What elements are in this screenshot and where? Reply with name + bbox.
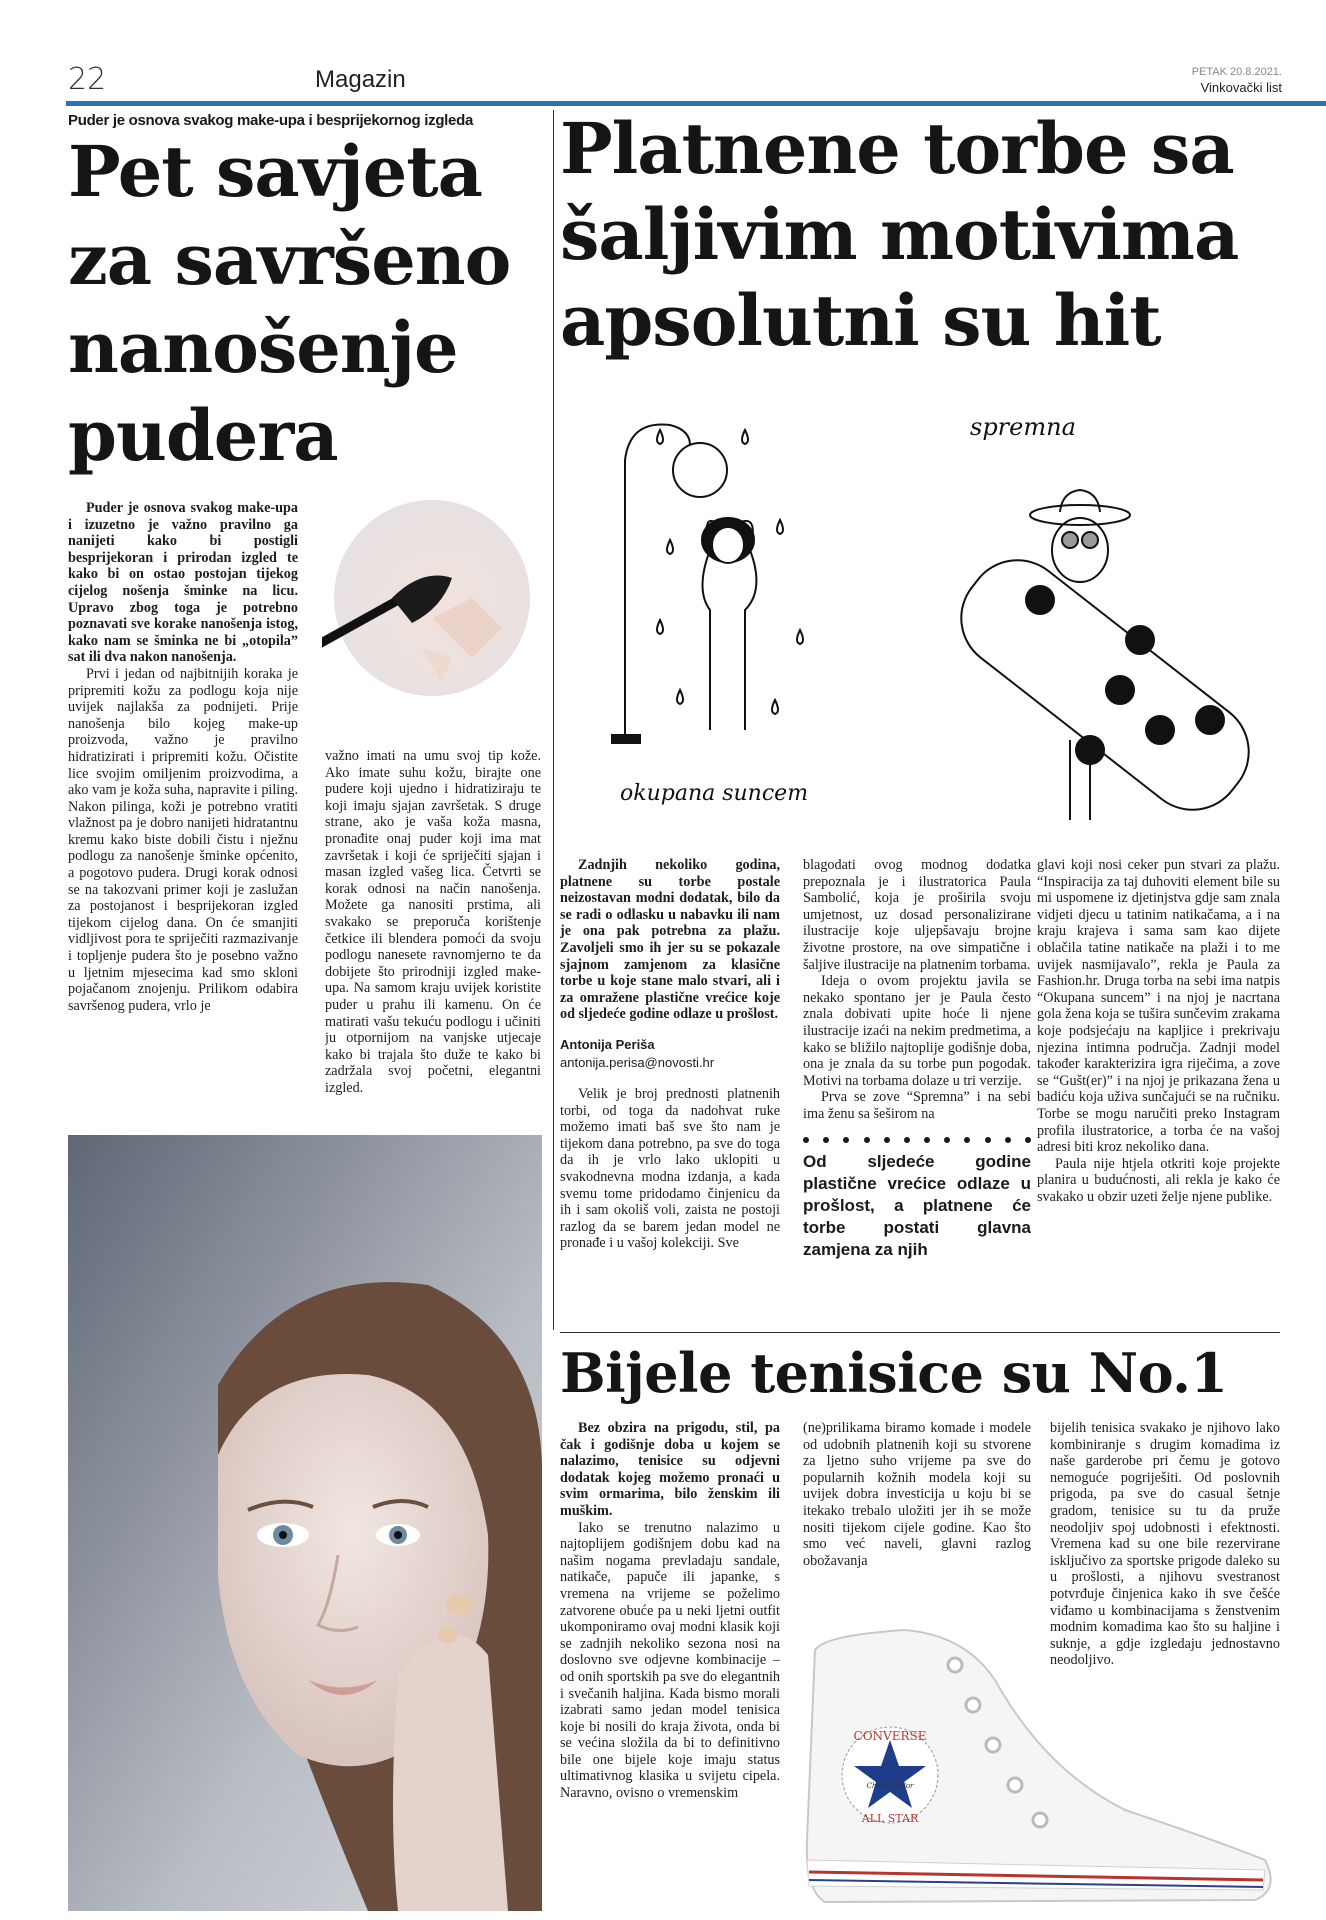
powder-brush-image <box>322 498 540 698</box>
author-email[interactable]: antonija.perisa@novosti.hr <box>560 1054 715 1070</box>
article1-paragraph: Prvi i jedan od najbitnijih koraka je pripremiti kožu za podlogu koja nije uvijek najlakša za podnijeti. Prije nanošenja bilo kojeg make-up proizvoda, važno je pravilno hidratizirati i pripremiti kožu. Očistite lice svojim omiljenim proizvodima, a ako vam je koža suha, napravite i piling. Nakon pilinga, koži je potrebno vratiti vlažnost pa je dobro nanijeti hidratantnu kremu kako biste dobili čistu i nježnu podlogu za nanošenje šminke općenito, a pogotovo pudera. Drugi korak odnosi se na takozvani primer koji je zaslužan za postojanost i besprijekoran izgled tijekom cijelog dana. On će smanjiti vidljivost pora te spriječiti razmazivanje i topljenje pudera što je posebno važno u ljetnim mjesecima kad smo skloni pojačanom znojenju. Prilikom odabira savršenog pudera, vrlo je <box>68 665 298 1014</box>
article1-column-1 <box>68 500 298 1122</box>
page-number: 22 <box>68 62 107 97</box>
article2-paragraph: glavi koji nosi ceker pun stvari za plažu. “Inspiracija za taj duhoviti element bile su mi uspomene iz djetinjstva gdje sam znala vidjeti djecu u tatinim natikačama, a i na kraju krajeva i sama sam kao dijete oblačila tatine natikače na plaži i to me uvijek nasmijavalo”, rekla je Paula za Fashion.hr. Druga torba na sebi ima natpis “Okupana suncem” i na njoj je nacrtana gola žena koja se tušira sunčevim zrakama koje podsjećaju na kapljice i prekrivaju njezina intimna područja. Zadnji model također karakterizira igra riječima, a zove se “Gušt(er)” i na njoj je prikazana žena u badiću koja uživa sunčajući se na ručniku. Torbe se mogu naručiti preko Instagram profila ilustratorice, a torba će na vašoj adresi biti kroz nekoliko dana. <box>1037 857 1280 1156</box>
article3-column-1 <box>560 1420 780 1910</box>
issue-date: PETAK 20.8.2021. <box>1191 66 1282 78</box>
section-name: Magazin <box>315 66 406 93</box>
okupana-suncem-illustration <box>612 424 808 806</box>
svg-text:CONVERSE: CONVERSE <box>853 1729 927 1743</box>
pull-quote-dots <box>803 1137 1031 1143</box>
article1-kicker: Puder je osnova svakog make-upa i besprijekornog izgleda <box>68 112 473 129</box>
article2-column-1 <box>560 857 780 1319</box>
title-line: apsolutni su hit <box>560 279 1161 362</box>
pull-quote: Od sljedeće godine plastične vrećice odlaze u prošlost, a platnene će torbe postati glavna zamjena za njih <box>803 1151 1031 1259</box>
article3-paragraph: bijelih tenisica svakako je njihovo lako kombiniranje s drugim komadima iz naše garderobe pri čemu je gotovo nemoguće pogriješiti. Od poslovnih prigoda, pa sve do casual šetnje gradom, tenisice su tu da pruže neodoljiv spoj udobnosti i efektnosti. Vremena kad su one bile rezervirane isključivo za sportske prigode daleko su u prošlosti, a njihovu svestranost potvrđuje činjenica kako ih sve češće viđamo u kombinacijama s ženstvenim modnim komadima kao što su haljine i suknje, a gdje izgledaju jednostavno neodoljivo. <box>1050 1420 1280 1669</box>
white-sneaker-image <box>795 1590 1285 1915</box>
title-line: za savršeno <box>68 218 511 301</box>
article2-paragraph: blagodati ovog modnog dodatka prepoznala je i ilustratorica Paula Sambolić, koja je proširila svoju umjetnost, uz dosad personalizirane ilustracije koje uljepšavaju brojne životne prostore, na ove simpatične i šaljive ilustracije na platnenim torbama. <box>803 857 1031 973</box>
svg-text:spremna: spremna <box>970 413 1076 441</box>
article2-paragraph: Paula nije htjela otkriti koje projekte planira u budućnosti, ali rekla je kako će svakako u obzir uzeti želje njene publike. <box>1037 1155 1280 1205</box>
title-line: šaljivim motivima <box>560 193 1239 276</box>
article1-paragraph: važno imati na umu svoj tip kože. Ako imate suhu kožu, birajte one pudere koji ujedno i hidratiziraju te koji imaju sjajan završetak. S druge strane, ako je vaša koža masna, pronađite onaj puder koji ima mat završetak i koji će spriječiti sjajan i masan izgled vašeg lica. Četvrti se korak odnosi na način nanošenja. Možete ga nanositi prstima, ali svakako se preporuča korištenje četkice ili blendera pomoći da svoju podlogu nanesete ravnomjerno te da dobijete što prirodniji izgled make-upa. Na samom kraju uvijek koristite puder u prahu ili kamenu. On će matirati vašu tekuću podlogu i učiniti ju otpornijom na vanjske utjecaje kako bi trajala što duže te kako bi zadržala svoj početni, elegantni izgled. <box>325 748 541 1096</box>
article1-lead: Puder je osnova svakog make-upa i izuzetno je važno pravilno ga nanijeti kako bi postigli besprijekoran i prirodan izgled te kako bi on ostao postojan tijekog cijelog nošenja šminke na licu. Upravo zbog toga je potrebno poznavati sve korake nanošenja istog, kako nam se šminka ne bi „otopila” sat ili dva nakon nanošenja. <box>68 500 298 666</box>
author-name: Antonija Periša <box>560 1036 655 1052</box>
svg-text:Chuck Taylor: Chuck Taylor <box>866 1782 914 1790</box>
article2-paragraph: Ideja o ovom projektu javila se nekako spontano jer je Paula često znala dobivati upite hoće li njene ilustracije izaći na nekim predmetima, a kako se bližilo najtoplije godišnje doba, ona je znala da su torbe pun pogodak. Motivi na torbama dolaze u tri verzije. <box>803 973 1031 1089</box>
article3-title: Bijele tenisice su No.1 <box>560 1341 1228 1405</box>
title-line: Platnene torbe sa <box>560 107 1234 190</box>
tote-bag-illustrations <box>560 400 1280 840</box>
article3-column-2 <box>803 1420 1031 1590</box>
article2-column-2 <box>803 857 1031 1319</box>
spremna-illustration <box>941 413 1269 830</box>
article1-title <box>68 128 510 480</box>
woman-portrait-photo <box>68 1135 542 1911</box>
article1-column-2 <box>325 748 541 1122</box>
svg-text:ALL STAR: ALL STAR <box>861 1812 919 1825</box>
publication-name: Vinkovački list <box>1200 80 1282 95</box>
article3-lead: Bez obzira na prigodu, stil, pa čak i godišnje doba u kojem se nalazimo, tenisice su odjevni dodatak kojeg možemo pronaći u svim ormarima, bilo ženskim ili muškim. <box>560 1420 780 1519</box>
title-line: Pet savjeta <box>68 130 482 213</box>
article2-title <box>560 106 1238 364</box>
article2-lead: Zadnjih nekoliko godina, platnene su torbe postale neizostavan modni dodatak, bilo da se radi o odlasku u nabavku ili nam je ona pak potrebna za plažu. Zavoljeli smo ih jer su se pokazale sjajnom zamjenom za klasične torbe u koje stane malo stvari, ali i za omražene plastične vrećice koje od sljedeće godine odlaze u prošlost. <box>560 857 780 1023</box>
article2-column-3 <box>1037 857 1280 1319</box>
article2-paragraph: Prva se zove “Spremna” i na sebi ima ženu sa šeširom na <box>803 1089 1031 1122</box>
svg-text:okupana suncem: okupana suncem <box>620 781 809 806</box>
article3-paragraph: (ne)prilikama biramo komade i modele od udobnih platnenih koji su stvorene za ljetno suho vrijeme pa sve do popularnih kožnih modela koji su uvijek dobra investicija u koju bi se itekako trebalo uložiti jer ih se može nositi tijekom cijele godine. Kao što smo već naveli, glavni razlog obožavanja <box>803 1420 1031 1569</box>
column-divider <box>553 110 554 1330</box>
article2-paragraph: Velik je broj prednosti platnenih torbi, od toga da nadohvat ruke možemo imati baš sve što nam je tijekom dana potrebno, pa sve do toga da ih je vrlo lako uklopiti u svakodnevna modna izdanja, a kada svemu tome pridodamo činjenicu da ih i sam okoliš voli, zaista ne postoji razlog da se barem jedan model ne pronađe i u vašoj kolekciji. Sve <box>560 1085 780 1252</box>
title-line: pudera <box>68 394 338 477</box>
title-line: nanošenje <box>68 306 458 389</box>
section-rule <box>560 1332 1280 1333</box>
article3-paragraph: Iako se trenutno nalazimo u najtoplijem godišnjem dobu kad na našim nogama prevladaju sandale, natikače, papuče ili japanke, s vremena na vrijeme se poželimo zatvorene obuće pa u neki ljetni outfit ukomponiramo ovaj modni klasik koji se zadnjih nekoliko sezona nosi na doslovno sve odjevne kombinacije – od onih sportskih pa sve do elegantnih i svečanih haljina. Kada bismo morali izabrati samo jedan model tenisica koje bi nosili do kraja života, onda bi se većina složila da bi to definitivno bile one bijele koje imaju status ultimativnog klasika u svijetu cipela. Naravno, ovisno o vremenskim <box>560 1519 780 1802</box>
